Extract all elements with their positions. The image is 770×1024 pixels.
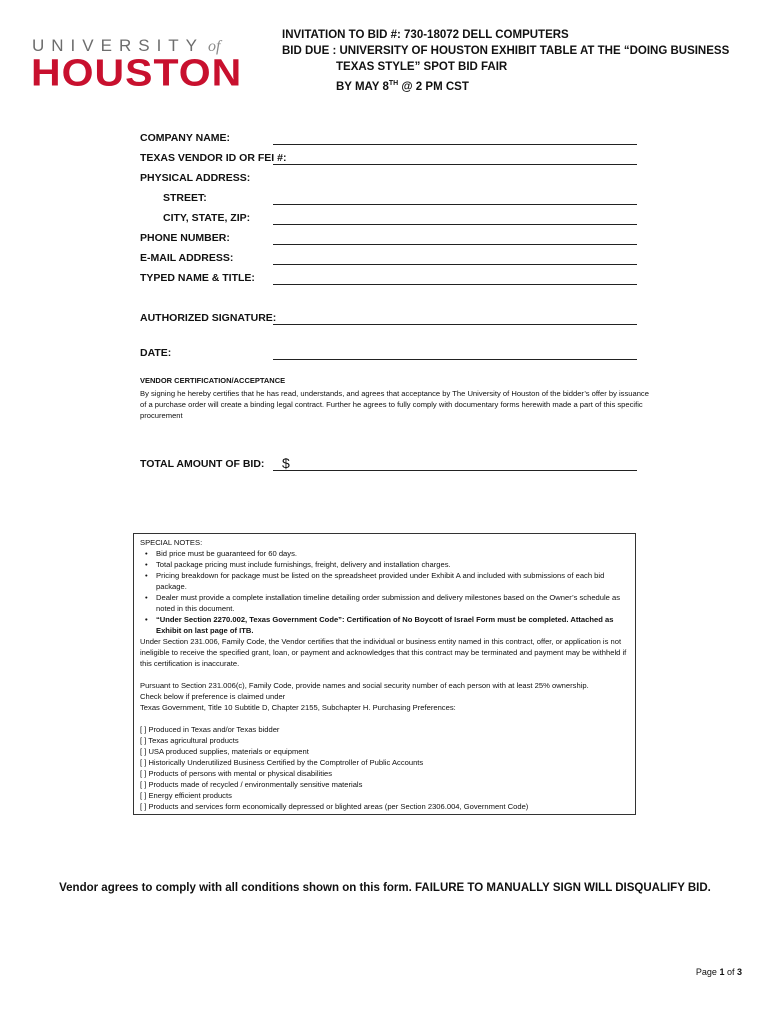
due-date-suffix: TH: [388, 80, 399, 87]
bid-due-line: BID DUE : UNIVERSITY OF HOUSTON EXHIBIT TABLE AT THE “DOING BUSINESS: [282, 45, 730, 57]
page-of-label: of: [724, 967, 737, 977]
vendor-id-field[interactable]: [273, 164, 637, 165]
note-item: • Dealer must provide a complete installation timeline detailing order submission and delivery milestones based on the Owner’s schedule as noted in this document.: [156, 592, 630, 614]
logo-university-text: UNIVERSITY: [32, 36, 205, 55]
preference-statute-text: Texas Government, Title 10 Subtitle D, Chapter 2155, Subchapter H. Purchasing Preferences:: [140, 703, 456, 712]
current-page: 1: [719, 967, 725, 977]
total-pages: 3: [736, 967, 742, 977]
preference-claim-text: Check below if preference is claimed under: [140, 692, 286, 701]
preference-option[interactable]: [ ] Products of persons with mental or physical disabilities: [140, 769, 333, 778]
note-item: • Total package pricing must include furnishings, freight, delivery and installation charges.: [156, 559, 630, 570]
dollar-sign: $: [282, 455, 290, 471]
page-number: [696, 967, 742, 977]
itb-number: INVITATION TO BID #: 730-18072 DELL COMPUTERS: [282, 29, 569, 41]
city-state-zip-field[interactable]: [273, 224, 637, 225]
family-code-paragraph: Under Section 231.006, Family Code, the Vendor certifies that the individual or business entity named in this contract, offer, or application is not ineligible to receive the specified grant, loan, or payment and acknowledges that this contract may be terminated and payment may be withheld if this certification is inaccurate.: [140, 637, 627, 668]
certification-title: VENDOR CERTIFICATION/ACCEPTANCE: [140, 376, 286, 385]
boycott-note-item: • “Under Section 2270.002, Texas Government Code”: Certification of No Boycott of Israel Form must be completed. Attached as Exhibit on last page of ITB.: [156, 614, 630, 636]
email-field[interactable]: [273, 264, 637, 265]
preference-option[interactable]: [ ] Energy efficient products: [140, 791, 232, 800]
preference-option[interactable]: [ ] Historically Underutilized Business Certified by the Comptroller of Public Accounts: [140, 758, 424, 767]
signature-requirement-notice: Vendor agrees to comply with all conditions shown on this form. FAILURE TO MANUALLY SIGN WILL DISQUALIFY BID.: [59, 882, 711, 894]
total-amount-label: TOTAL AMOUNT OF BID:: [140, 458, 265, 470]
preference-option[interactable]: [ ] Produced in Texas and/or Texas bidder: [140, 725, 280, 734]
signature-field[interactable]: [273, 324, 637, 325]
certification-text: By signing he hereby certifies that he has read, understands, and agrees that acceptance by The University of Houston of the bidder’s offer by issuance of a purchase order will create a binding legal contract. Further he agrees to fully comply with documentary forms herewith made a part of this specific procurement: [140, 389, 649, 420]
houston-logo: HOUSTON: [31, 51, 243, 94]
note-item: • Bid price must be guaranteed for 60 days.: [156, 548, 630, 559]
phone-label: PHONE NUMBER:: [140, 232, 230, 244]
bid-fair-line: TEXAS STYLE” SPOT BID FAIR: [336, 61, 508, 73]
due-date-text: BY MAY 8: [336, 80, 389, 93]
preference-option[interactable]: [ ] Texas agricultural products: [140, 736, 239, 745]
special-notes-list: [140, 548, 630, 636]
due-date-line: [336, 76, 469, 95]
logo-of-text: of: [208, 38, 221, 55]
preference-option[interactable]: [ ] USA produced supplies, materials or equipment: [140, 747, 309, 756]
signature-label: AUTHORIZED SIGNATURE:: [140, 312, 277, 324]
special-notes-box: [133, 533, 636, 815]
company-name-field[interactable]: [273, 144, 637, 145]
ownership-paragraph: Pursuant to Section 231.006(c), Family Code, provide names and social security number of each person with at least 25% ownership.: [140, 681, 589, 690]
vendor-id-label: TEXAS VENDOR ID OR FEI #:: [140, 152, 287, 164]
preference-option[interactable]: [ ] Products and services form economically depressed or blighted areas (per Section 2306.004, Government Code): [140, 802, 529, 811]
date-field[interactable]: [273, 359, 637, 360]
street-field[interactable]: [273, 204, 637, 205]
date-label: DATE:: [140, 347, 172, 359]
note-item: • Pricing breakdown for package must be listed on the spreadsheet provided under Exhibit A and included with submissions of each bid package.: [156, 570, 630, 592]
email-label: E-MAIL ADDRESS:: [140, 252, 234, 264]
phone-field[interactable]: [273, 244, 637, 245]
preference-option[interactable]: [ ] Products made of recycled / environmentally sensitive materials: [140, 780, 363, 789]
city-state-zip-label: CITY, STATE, ZIP:: [163, 212, 251, 224]
street-label: STREET:: [163, 192, 207, 204]
typed-name-field[interactable]: [273, 284, 637, 285]
page-label: Page: [695, 967, 720, 977]
special-notes-title: SPECIAL NOTES:: [140, 538, 203, 547]
due-time-text: @ 2 PM CST: [398, 80, 469, 93]
typed-name-label: TYPED NAME & TITLE:: [140, 272, 255, 284]
total-amount-field[interactable]: [273, 470, 637, 471]
physical-address-label: PHYSICAL ADDRESS:: [140, 172, 251, 184]
company-name-label: COMPANY NAME:: [140, 132, 231, 144]
